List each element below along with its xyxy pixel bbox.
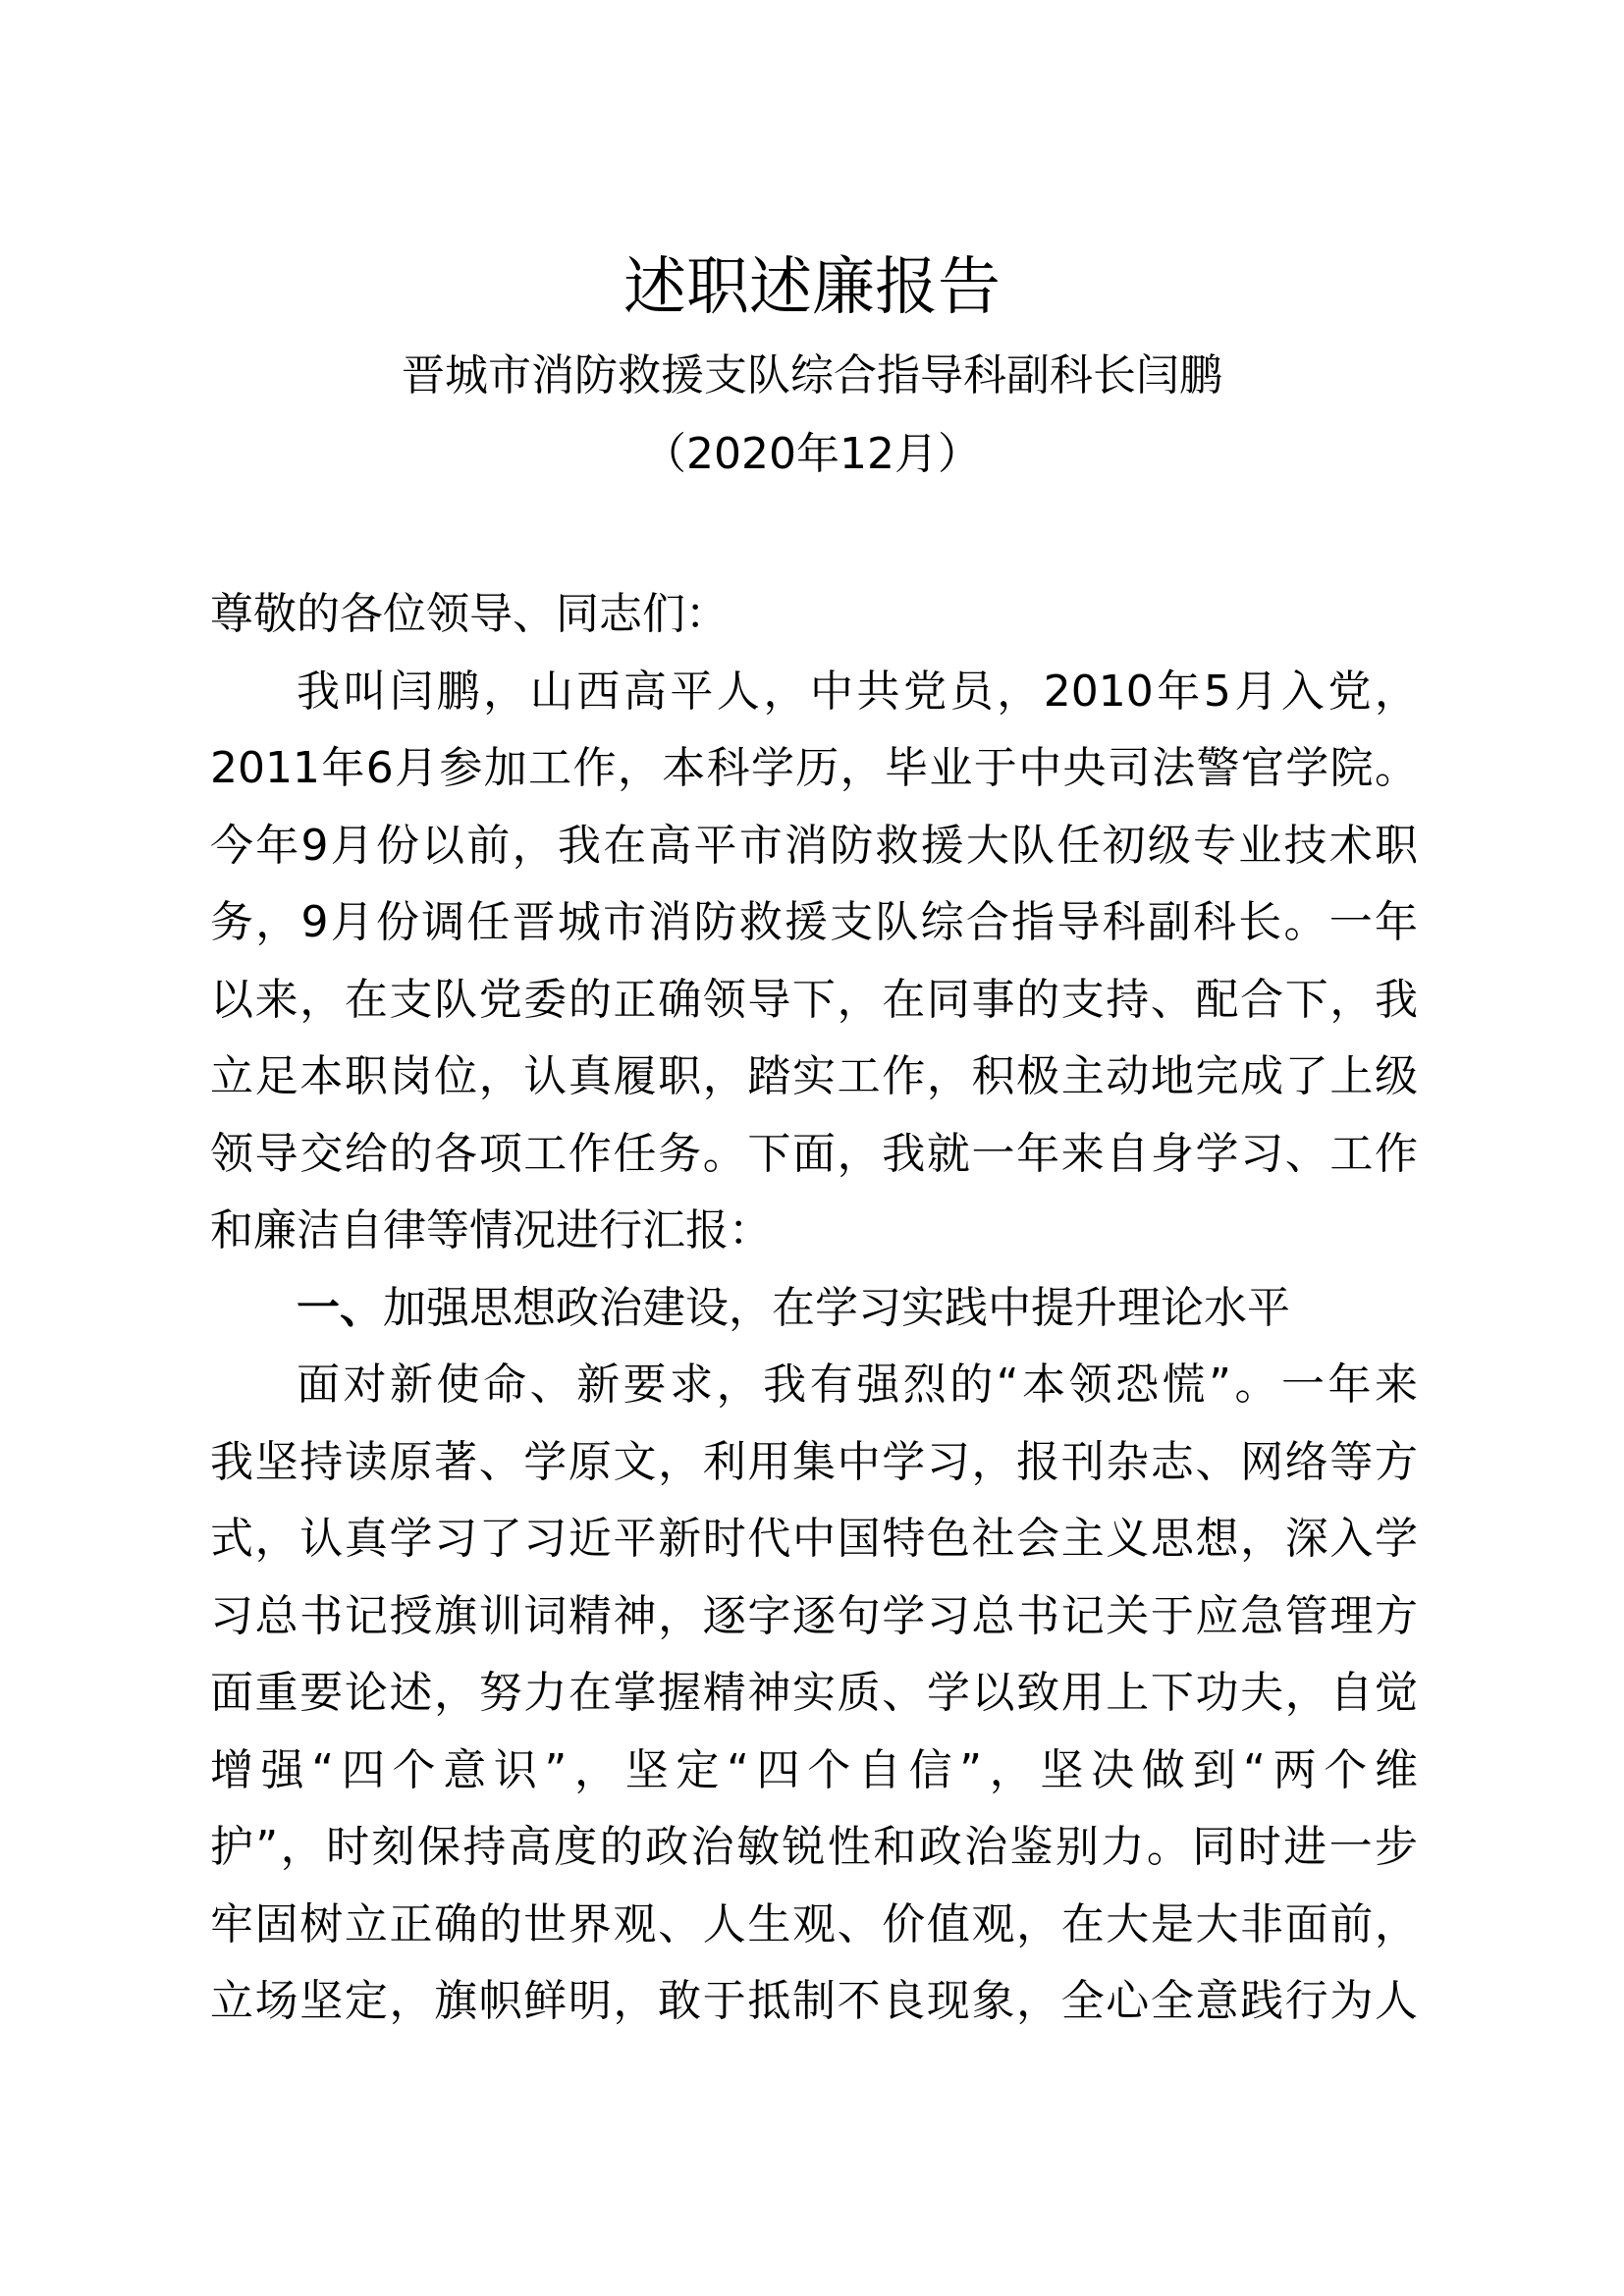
paragraph-line: 面重要论述，努力在掌握精神实质、学以致用上下功夫，自觉 (210, 1668, 1418, 1718)
section-heading-text: 加强思想政治建设，在学习实践中提升理论水平 (383, 1282, 1290, 1333)
document-date: （2020年12月） (643, 429, 981, 479)
paragraph-line: 面对新使命、新要求，我有强烈的“本领恐慌”。一年来 (297, 1360, 1418, 1410)
paragraph-line: 和廉洁自律等情况进行汇报： (210, 1205, 772, 1255)
section-heading (210, 1270, 1418, 1348)
paragraph-line: 护”，时刻保持高度的政治敏锐性和政治鉴别力。同时进一步 (210, 1822, 1418, 1872)
paragraph-line: 以来，在支队党委的正确领导下，在同事的支持、配合下，我 (210, 974, 1418, 1025)
document-title: 述职述廉报告 (623, 251, 1001, 324)
paragraph-line: 增强“四个意识”，坚定“四个自信”，坚决做到“两个维 (210, 1744, 1418, 1795)
paragraph-line: 式，认真学习了习近平新时代中国特色社会主义思想，深入学 (210, 1514, 1418, 1564)
paragraph-line: 我叫闫鹏，山西高平人，中共党员，2010年5月入党， (297, 666, 1418, 717)
salutation: 尊敬的各位领导、同志们： (210, 589, 729, 639)
document-subtitle: 晋城市消防救援支队综合指导科副科长闫鹏 (402, 350, 1222, 400)
paragraph-line: 领导交给的各项工作任务。下面，我就一年来自身学习、工作 (210, 1128, 1418, 1179)
paragraph-line: 务，9月份调任晋城市消防救援支队综合指导科副科长。一年 (210, 897, 1418, 947)
paragraph-line: 立足本职岗位，认真履职，踏实工作，积极主动地完成了上级 (210, 1051, 1418, 1101)
paragraph-line: 2011年6月参加工作，本科学历，毕业于中央司法警官学院。 (210, 743, 1418, 793)
paragraph-line: 今年9月份以前，我在高平市消防救援大队任初级专业技术职 (210, 820, 1418, 871)
paragraph-line: 牢固树立正确的世界观、人生观、价值观，在大是大非面前， (210, 1898, 1418, 1949)
paragraph-line: 立场坚定，旗帜鲜明，敢于抵制不良现象，全心全意践行为人 (210, 1976, 1418, 2026)
paragraph-line: 我坚持读原著、学原文，利用集中学习，报刊杂志、网络等方 (210, 1436, 1418, 1487)
paragraph-line: 习总书记授旗训词精神，逐字逐句学习总书记关于应急管理方 (210, 1590, 1418, 1641)
document-body (210, 576, 1418, 2041)
section-number: 一、 (297, 1282, 383, 1333)
